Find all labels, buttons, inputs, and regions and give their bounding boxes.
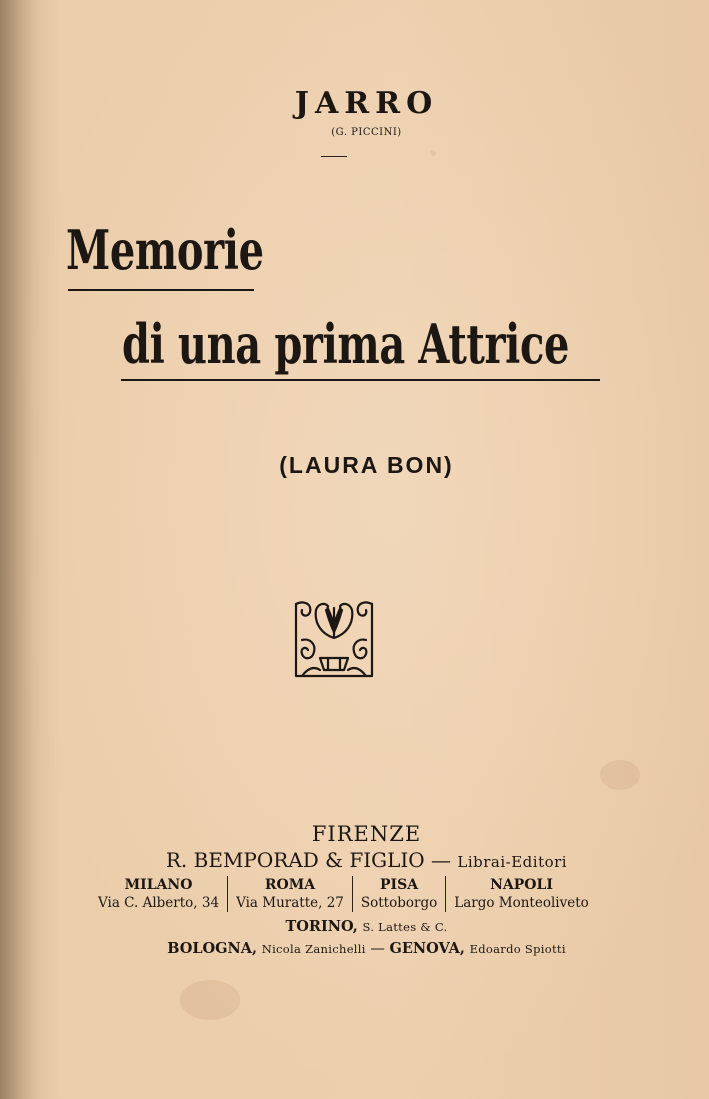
bologna-genova-line <box>0 940 709 957</box>
genova-city: GENOVA, <box>389 940 465 957</box>
foxing-spot <box>600 760 640 790</box>
bologna-city: BOLOGNA, <box>167 940 258 957</box>
foxing-spot <box>430 150 436 156</box>
branch-office <box>90 876 227 912</box>
branch-office <box>227 876 352 912</box>
branch-office <box>352 876 445 912</box>
branch-address: Largo Monteoliveto <box>454 895 589 911</box>
title-underline-2 <box>121 379 600 381</box>
branch-address: Via C. Alberto, 34 <box>98 895 220 911</box>
torino-city: TORINO, <box>285 918 358 935</box>
author-name: JARRO <box>294 86 439 121</box>
floral-ornament-icon <box>292 598 376 682</box>
branch-offices <box>90 876 597 912</box>
title-line-1: Memorie <box>66 218 264 282</box>
publisher-name: R. BEMPORAD & FIGLIO — <box>165 848 452 872</box>
genova-agent: Edoardo Spiotti <box>469 942 566 956</box>
bologna-agent: Nicola Zanichelli <box>261 942 366 956</box>
subtitle: (LAURA BON) <box>279 452 454 478</box>
title-underline-1 <box>68 289 254 291</box>
branch-address: Via Muratte, 27 <box>236 895 344 911</box>
publisher-line <box>0 848 709 872</box>
branch-city: PISA <box>380 877 419 893</box>
divider-rule <box>321 156 347 157</box>
foxing-spot <box>180 980 240 1020</box>
torino-agent: S. Lattes & C. <box>362 920 448 934</box>
branch-office <box>445 876 597 912</box>
imprint-city: FIRENZE <box>311 822 422 846</box>
separator-dash: — <box>370 941 385 957</box>
torino-agent-line <box>0 918 709 935</box>
title-line-2: di una prima Attrice <box>122 312 570 376</box>
branch-city: ROMA <box>264 877 316 893</box>
branch-city: MILANO <box>124 877 193 893</box>
author-real-name: (G. PICCINI) <box>331 127 402 138</box>
branch-city: NAPOLI <box>490 877 553 893</box>
publisher-role: Librai-Editori <box>457 853 568 871</box>
branch-address: Sottoborgo <box>360 895 438 911</box>
